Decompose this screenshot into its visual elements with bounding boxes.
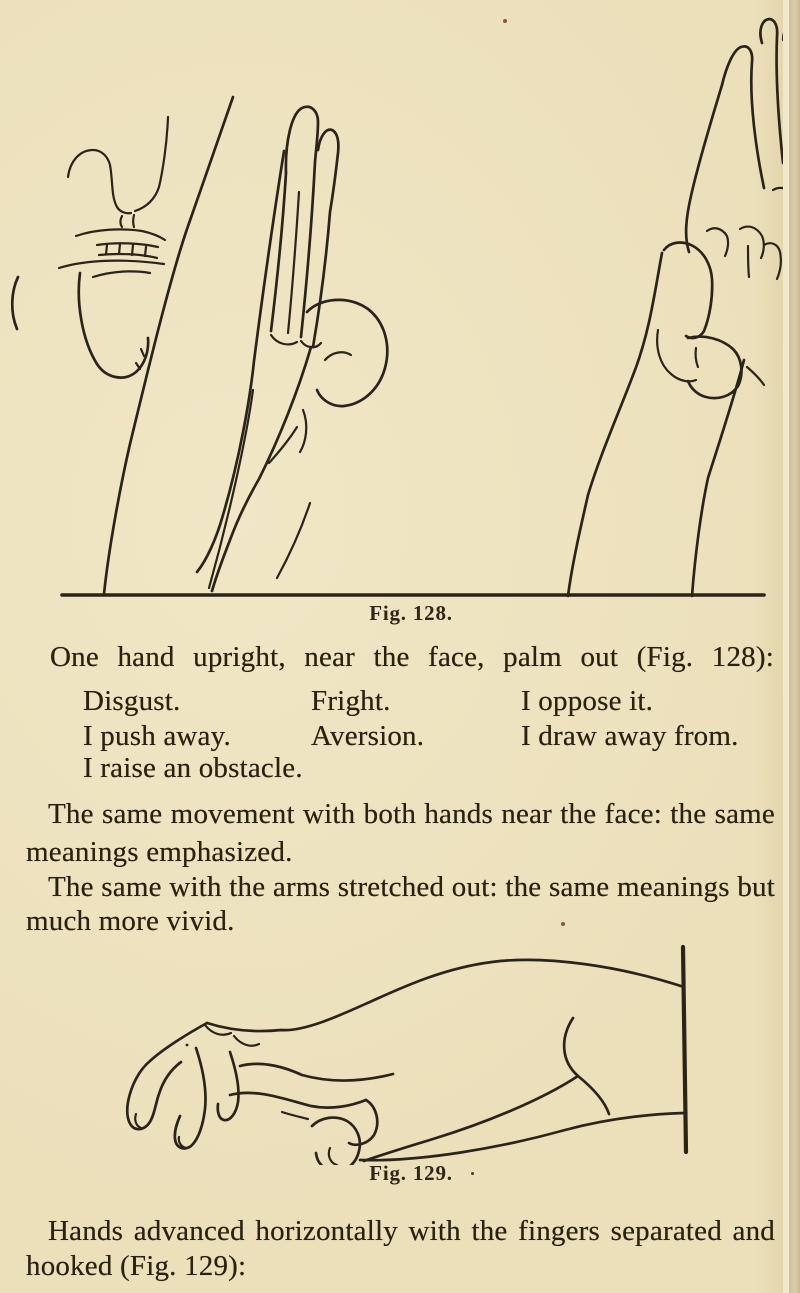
right-palm-out-hand-drawing	[568, 4, 796, 596]
paragraph-line: meanings emphasized.	[26, 836, 293, 868]
paragraph-line: Hands advanced horizontally with the fingers separated and	[48, 1215, 775, 1247]
meaning-item: I raise an obstacle.	[83, 752, 303, 784]
fig129-illustration	[0, 930, 800, 1165]
paragraph-line: much more vivid.	[26, 905, 235, 937]
meaning-item: Fright.	[311, 685, 391, 717]
intro-line: One hand upright, near the face, palm out (Fig. 128):	[50, 641, 774, 673]
paragraph-line: The same movement with both hands near the face: the same	[48, 798, 775, 830]
meaning-item: I draw away from.	[521, 720, 739, 752]
paper-speck	[503, 19, 507, 23]
fig128-caption: Fig. 128.	[369, 601, 453, 625]
meaning-item: I oppose it.	[521, 685, 654, 717]
left-upright-hand-drawing	[104, 97, 387, 594]
paper-speck	[561, 922, 565, 926]
hooked-hand-drawing	[127, 947, 686, 1165]
fig128-illustration	[0, 0, 800, 600]
paragraph-line: The same with the arms stretched out: the same meanings but	[48, 871, 775, 903]
paragraph-line: hooked (Fig. 129):	[26, 1250, 247, 1282]
page-edge-shadow	[789, 0, 800, 1293]
face-profile-drawing	[12, 117, 168, 378]
fig129-caption: Fig. 129.	[369, 1161, 453, 1185]
meaning-item: I push away.	[83, 720, 231, 752]
meaning-item: Aversion.	[311, 720, 425, 752]
meaning-item: Disgust.	[83, 685, 181, 717]
cuff-line	[683, 947, 686, 1152]
